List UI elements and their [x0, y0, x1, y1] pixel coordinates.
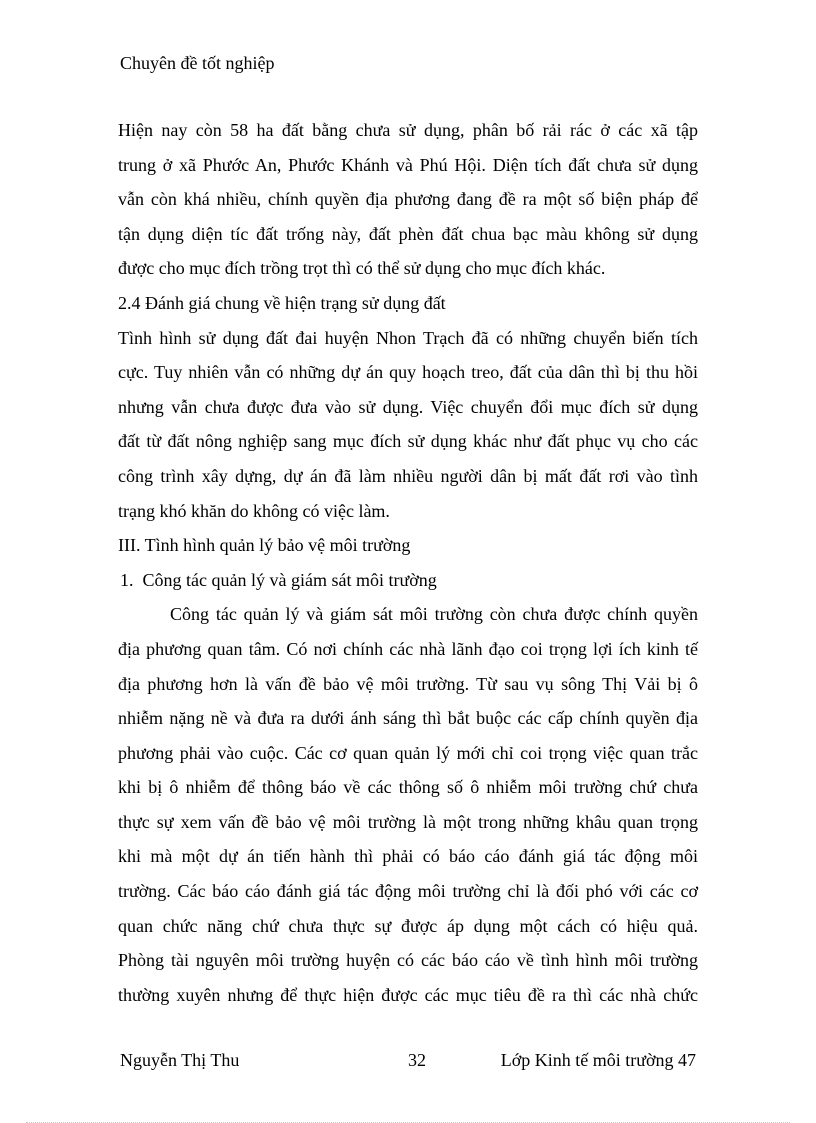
paragraph-line: Hiện nay còn 58 ha đất bằng chưa sử dụng, phân bố rải rác ở các xã tập — [118, 120, 698, 140]
paragraph-line: nhưng vẫn chưa được đưa vào sử dụng. Việc chuyển đổi mục đích sử dụng — [118, 396, 698, 417]
paragraph-line: thường xuyên nhưng để thực hiện được các mục tiêu đề ra thì các nhà chức — [118, 984, 698, 1005]
paragraph-line: trạng khó khăn do không có việc làm. — [118, 500, 390, 521]
document-body — [118, 113, 698, 1012]
page-footer — [120, 1046, 696, 1074]
paragraph-line: công trình xây dựng, dự án đã làm nhiều người dân bị mất đất rơi vào tình — [118, 465, 698, 486]
section-heading-2-4: 2.4 Đánh giá chung về hiện trạng sử dụng đất — [118, 292, 446, 313]
paragraph-line: thực sự xem vấn đề bảo vệ môi trường là một trong những khâu quan trọng — [118, 811, 698, 832]
paragraph-line: tận dụng diện tíc đất trống này, đất phèn đất chua bạc màu không sử dụng — [118, 223, 698, 244]
paragraph-line: trường. Các báo cáo đánh giá tác động môi trường chỉ là đối phó với các cơ — [118, 881, 698, 902]
paragraph-line: khi mà một dự án tiến hành thì phải có báo cáo đánh giá tác động môi — [118, 846, 698, 867]
paragraph-line: vẫn còn khá nhiều, chính quyền địa phương đang đề ra một số biện pháp để — [118, 189, 698, 210]
paragraph-line: địa phương hơn là vấn đề bảo vệ môi trường. Từ sau vụ sông Thị Vải bị ô — [118, 673, 698, 694]
paragraph-line: quan chức năng chứ chưa thực sự được áp dụng một cách có hiệu quả. — [118, 915, 698, 936]
paragraph-line: Công tác quản lý và giám sát môi trường còn chưa được chính quyền — [170, 604, 698, 625]
paragraph-line: nhiễm nặng nề và đưa ra dưới ánh sáng thì bắt buộc các cấp chính quyền địa — [118, 708, 698, 729]
footer-author: Nguyễn Thị Thu — [120, 1050, 240, 1070]
paragraph-line: địa phương quan tâm. Có nơi chính các nhà lãnh đạo coi trọng lợi ích kinh tế — [118, 638, 698, 659]
page-header-title: Chuyên đề tốt nghiệp — [120, 53, 275, 73]
paragraph-line: trung ở xã Phước An, Phước Khánh và Phú Hội. Diện tích đất chưa sử dụng — [118, 154, 698, 175]
paragraph-line: cực. Tuy nhiên vẫn có những dự án quy hoạch treo, đất của dân thì bị thu hồi — [118, 362, 698, 383]
footer-class-name: Lớp Kinh tế môi trường 47 — [500, 1050, 696, 1070]
paragraph-line: phương phải vào cuộc. Các cơ quan quản lý mới chỉ coi trọng việc quan trắc — [118, 742, 698, 763]
subsection-heading-1: 1. Công tác quản lý và giám sát môi trường — [120, 569, 437, 590]
paragraph-line: được cho mục đích trồng trọt thì có thể sử dụng cho mục đích khác. — [118, 258, 606, 279]
paragraph-line: khi bị ô nhiễm để thông báo về các thông số ô nhiễm môi trường chứ chưa — [118, 777, 698, 798]
paragraph-line: Tình hình sử dụng đất đai huyện Nhon Trạch đã có những chuyển biến tích — [118, 327, 698, 348]
paragraph-line: đất từ đất nông nghiệp sang mục đích sử dụng khác như đất phục vụ cho các — [118, 431, 698, 452]
section-heading-iii: III. Tình hình quản lý bảo vệ môi trường — [118, 535, 411, 556]
paragraph-line: Phòng tài nguyên môi trường huyện có các báo cáo về tình hình môi trường — [118, 950, 698, 971]
footer-page-number: 32 — [408, 1050, 426, 1070]
